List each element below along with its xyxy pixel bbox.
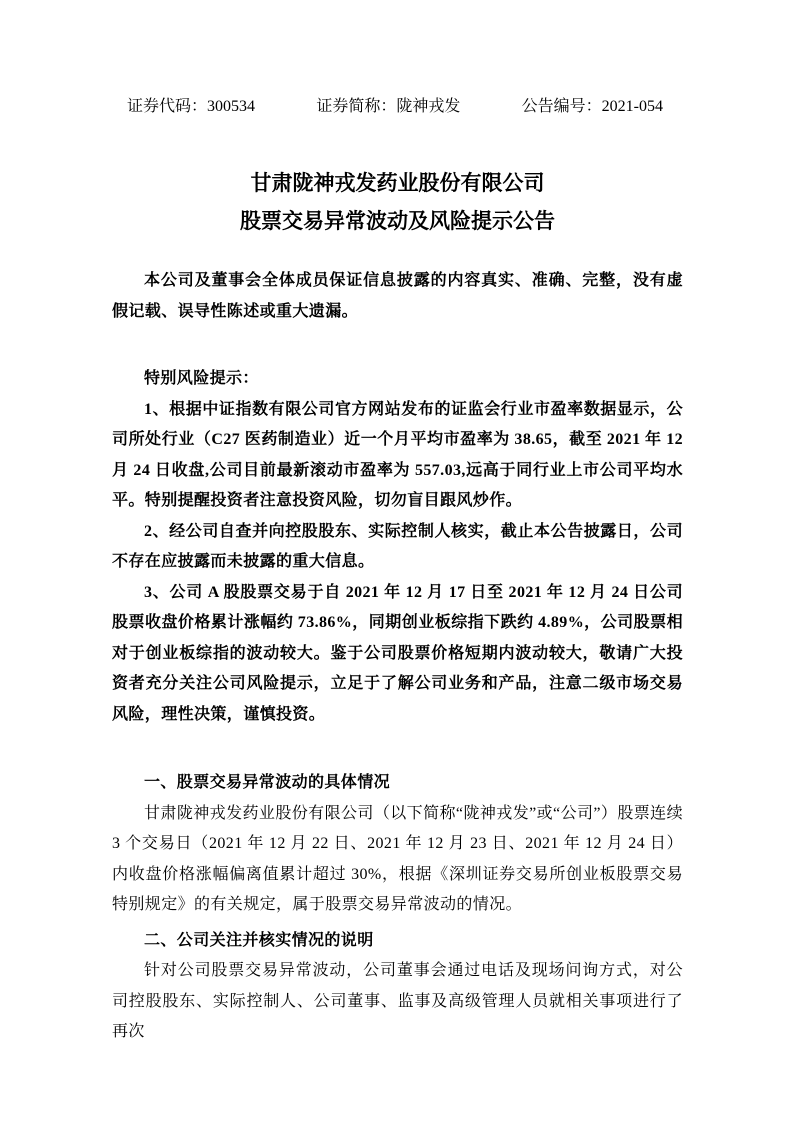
section-2-paragraph: 针对公司股票交易异常波动，公司董事会通过电话及现场问询方式，对公司控股股东、实际控制人、公司董事、监事及高级管理人员就相关事项进行了再次 [112, 962, 683, 1040]
document-title [112, 164, 683, 240]
integrity-statement: 本公司及董事会全体成员保证信息披露的内容真实、准确、完整，没有虚假记载、误导性陈述或重大遗漏。 [112, 272, 683, 320]
section-abnormal-fluctuation [112, 768, 683, 921]
section-2-heading: 二、公司关注并核实情况的说明 [144, 931, 374, 949]
announcement-number-label: 公告编号：2021-054 [521, 98, 663, 115]
special-risk-item-1: 1、根据中证指数有限公司官方网站发布的证监会行业市盈率数据显示，公司所处行业（C27 医药制造业）近一个月平均市盈率为 38.65，截至 2021 年 12 月 24 日收盘,公司目前最新滚动市盈率为 557.03,远高于同行业上市公司平均水平。特别提醒投资者注意投资风险，切勿盲目跟风炒作。 [112, 400, 683, 509]
special-risk-heading: 特别风险提示： [144, 370, 259, 387]
special-risk-item-2: 2、经公司自查并向控股股东、实际控制人核实，截止本公告披露日，公司不存在应披露而未披露的重大信息。 [112, 522, 683, 570]
section-1-paragraph: 甘肃陇神戎发药业股份有限公司（以下简称“陇神戎发”或“公司”）股票连续 3 个交易日（2021 年 12 月 22 日、2021 年 12 月 23 日、2021 年 12 月 24 日）内收盘价格涨幅偏离值累计超过 30%，根据《深圳证券交易所创业板股票交易特别规定》的有关规定，属于股票交易异常波动的情况。 [112, 804, 683, 913]
announcement-subject-title: 股票交易异常波动及风险提示公告 [240, 209, 555, 233]
section-1-heading: 一、股票交易异常波动的具体情况 [144, 774, 391, 791]
section-verification-explanation [112, 926, 683, 1048]
special-risk-item-3: 3、公司 A 股股票交易于自 2021 年 12 月 17 日至 2021 年 12 月 24 日公司股票收盘价格累计涨幅约 73.86%，同期创业板综指下跌约 4.89%，公司股票相对于创业板综指的波动较大。鉴于公司股票价格短期内波动较大，敬请广大投资者充分关注公司风险提示，立足于了解公司业务和产品，注意二级市场交易风险，理性决策，谨慎投资。 [112, 583, 683, 723]
document-header [112, 96, 683, 118]
stock-name-label: 证券简称：陇神戎发 [316, 98, 461, 115]
company-name-title: 甘肃陇神戎发药业股份有限公司 [250, 171, 545, 195]
stock-code-label: 证券代码：300534 [127, 98, 256, 115]
special-risk-block [112, 364, 683, 730]
